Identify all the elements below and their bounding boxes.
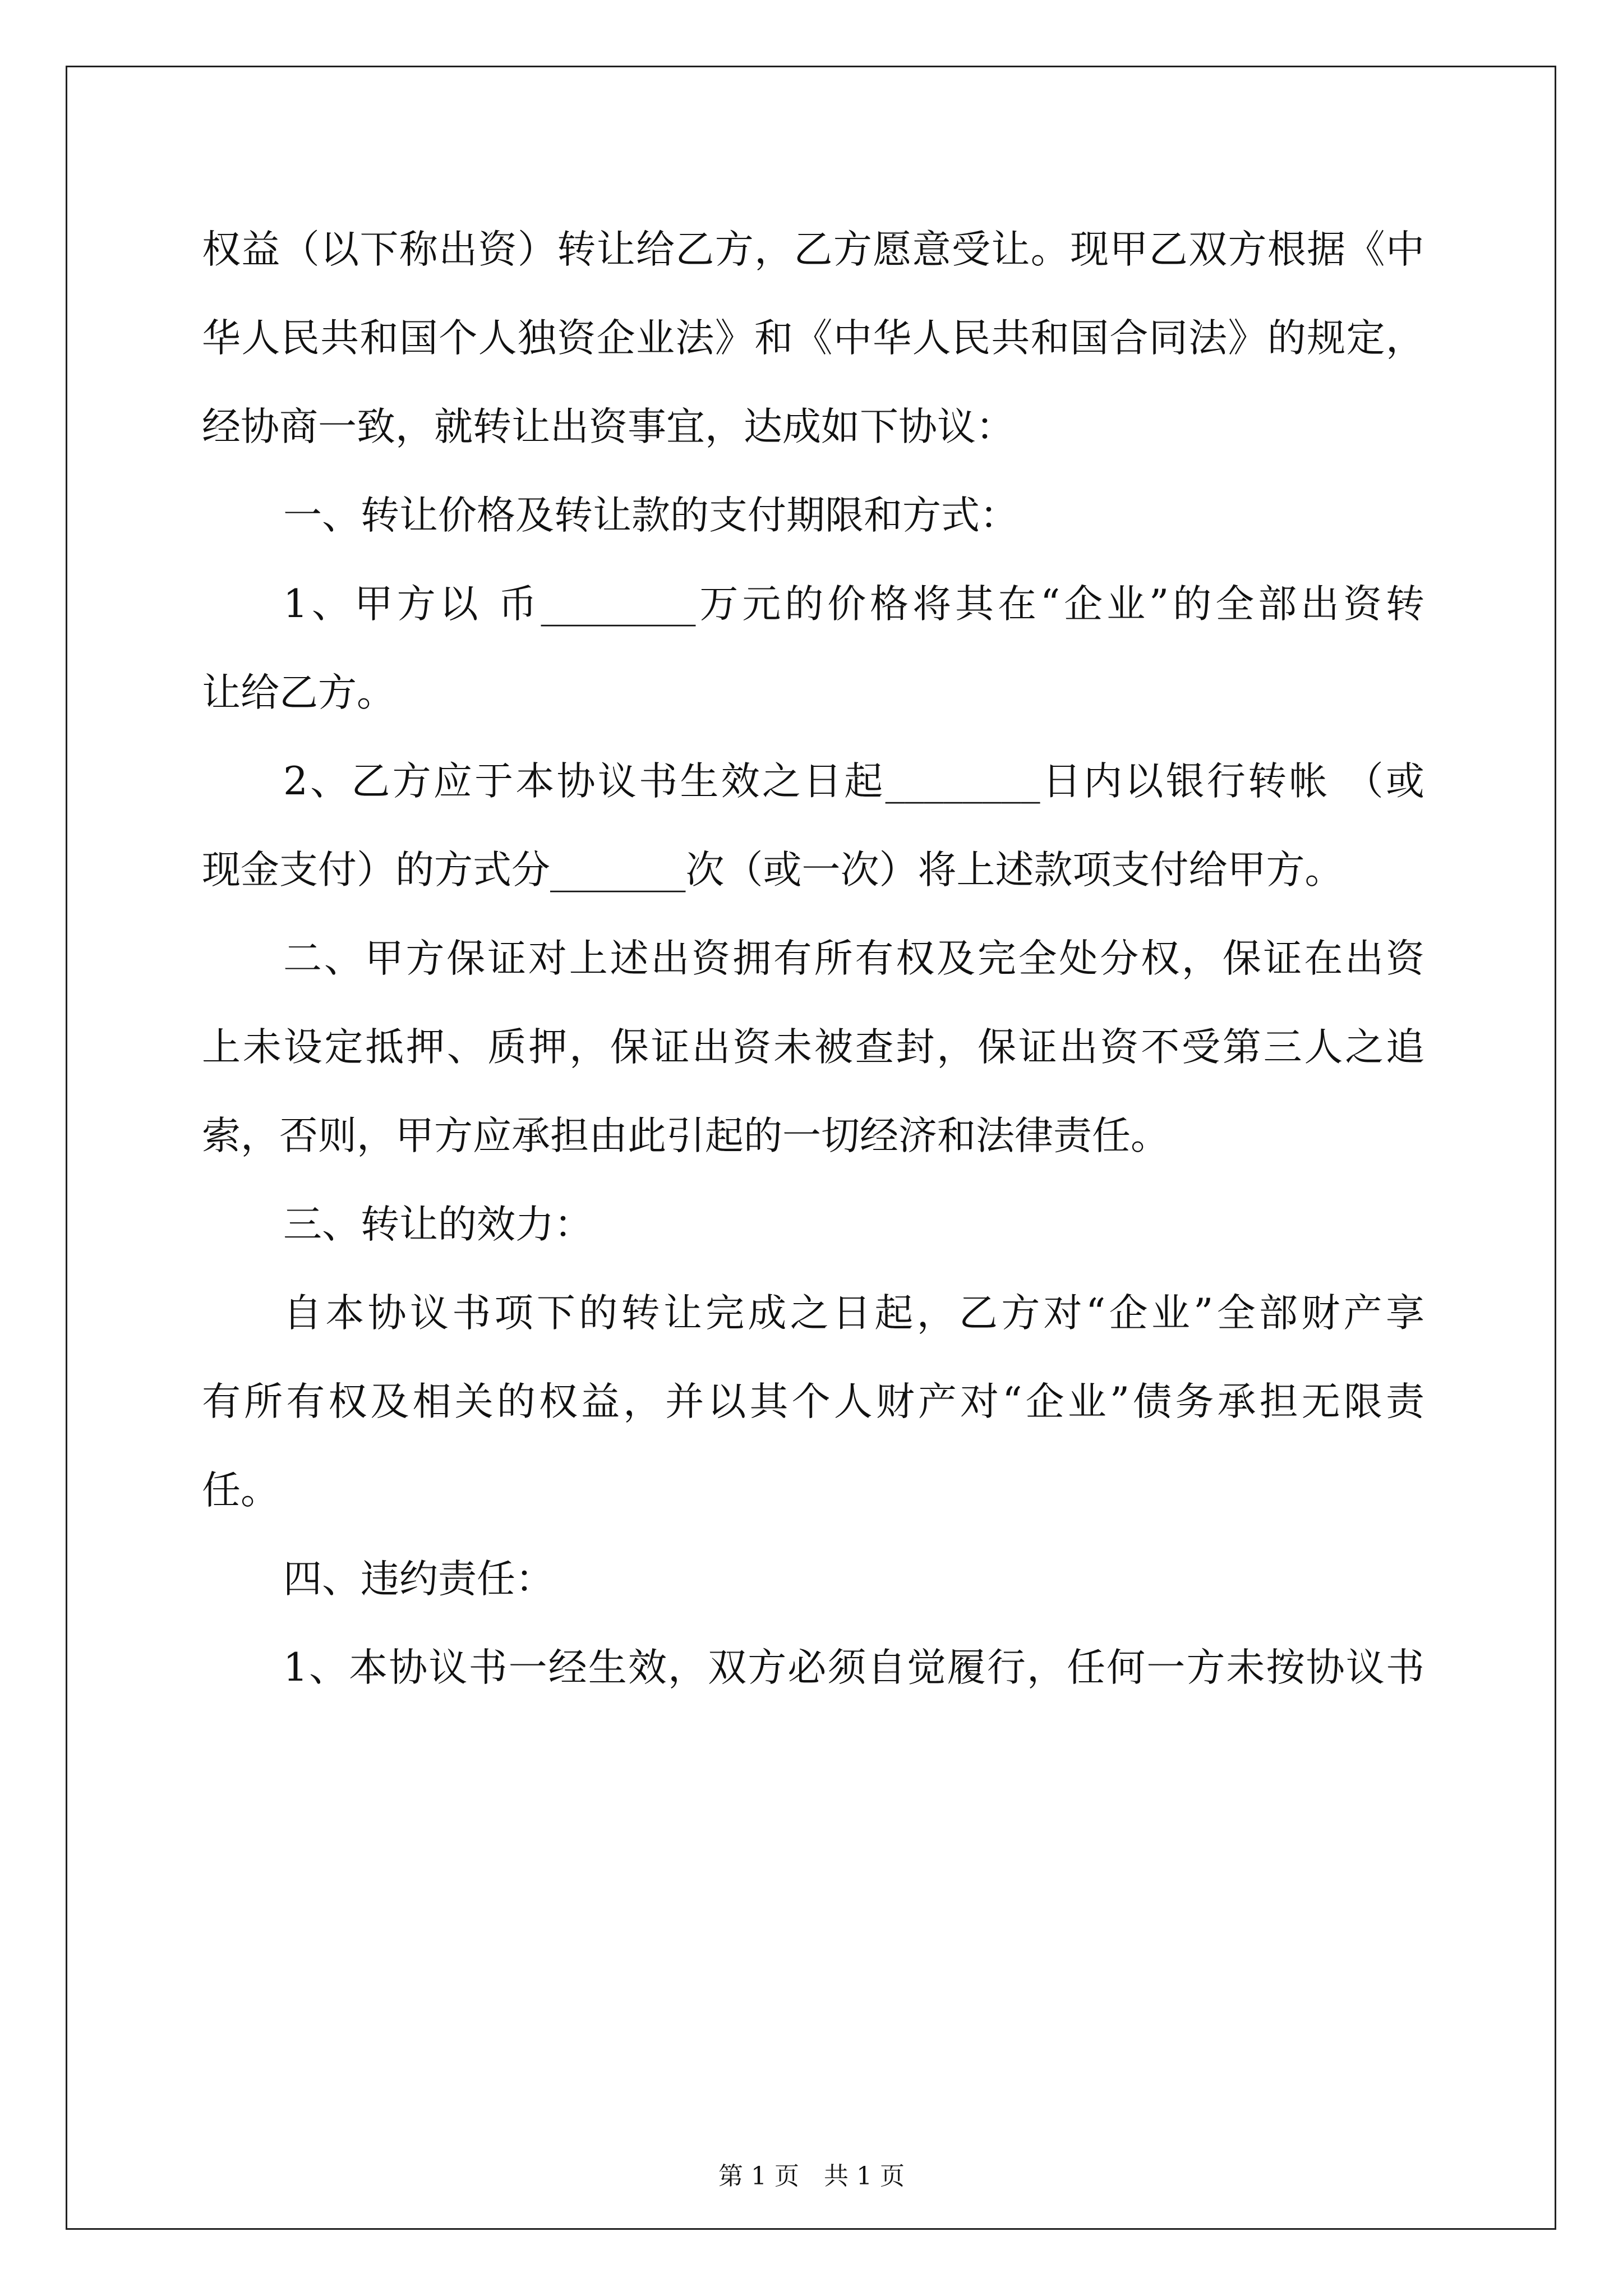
- text-line: 经协商一致，就转让出资事宜，达成如下协议：: [202, 404, 1015, 449]
- section-heading: 一、转让价格及转让款的支付期限和方式：: [283, 493, 1018, 538]
- text-line: 华人民共和国个人独资企业法》和《中华人民共和国合同法》的规定，: [202, 316, 1424, 361]
- page-number: 第 1 页 共 1 页: [718, 2162, 905, 2191]
- text-line: 二、甲方保证对上述出资拥有所有权及完全处分权，保证在出资: [283, 936, 1424, 981]
- text-line: 索，否则，甲方应承担由此引起的一切经济和法律责任。: [202, 1114, 1169, 1158]
- section-heading: 四、违约责任：: [283, 1557, 554, 1602]
- text-line: 自本协议书项下的转让完成之日起，乙方对“企业”全部财产享: [283, 1291, 1424, 1336]
- text-line: 现金支付）的方式分_______次（或一次）将上述款项支付给甲方。: [202, 848, 1344, 892]
- text-line: 2、乙方应于本协议书生效之日起________日内以银行转帐 （或: [283, 759, 1424, 804]
- text-line: 1、甲方以 币________万元的价格将其在“企业”的全部出资转: [283, 582, 1424, 627]
- text-line: 让给乙方。: [202, 670, 395, 715]
- section-heading: 三、转让的效力：: [283, 1202, 593, 1247]
- text-line: 任。: [202, 1468, 279, 1513]
- text-line: 有所有权及相关的权益，并以其个人财产对“企业”债务承担无限责: [202, 1379, 1424, 1424]
- text-line: 权益（以下称出资）转让给乙方，乙方愿意受让。现甲乙双方根据《中: [202, 227, 1424, 272]
- text-line: 1、本协议书一经生效，双方必须自觉履行，任何一方未按协议书: [283, 1645, 1424, 1690]
- text-line: 上未设定抵押、质押，保证出资未被查封，保证出资不受第三人之追: [202, 1025, 1424, 1070]
